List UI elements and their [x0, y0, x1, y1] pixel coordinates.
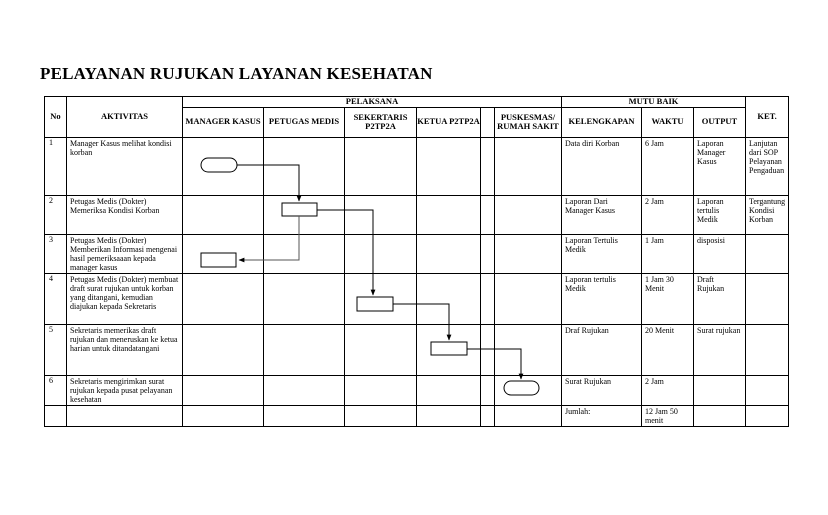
row-aktivitas: Petugas Medis (Dokter) Memeriksa Kondisi Korban [67, 195, 183, 234]
header-manager-kasus: MANAGER KASUS [183, 107, 264, 137]
row-output [694, 375, 746, 405]
row-output: disposisi [694, 234, 746, 273]
page-title: PELAYANAN RUJUKAN LAYANAN KESEHATAN [40, 64, 433, 83]
row-waktu: 2 Jam [642, 375, 694, 405]
table-row-total [45, 405, 789, 426]
row-kelengkapan: Laporan Tertulis Medik [562, 234, 642, 273]
row-kelengkapan: Laporan Dari Manager Kasus [562, 195, 642, 234]
row-aktivitas: Petugas Medis (Dokter) membuat draft surat rujukan untuk korban yang ditangani, kemudian diajukan kepada Sekretaris [67, 273, 183, 324]
row-no: 3 [45, 234, 67, 273]
row-aktivitas: Petugas Medis (Dokter) Memberikan Informasi mengenai hasil pemeriksaaan kepada manager kasus [67, 234, 183, 273]
row-ket [746, 234, 789, 273]
row-waktu: 1 Jam 30 Menit [642, 273, 694, 324]
row-aktivitas: Manager Kasus melihat kondisi korban [67, 137, 183, 195]
table-row [45, 375, 789, 405]
row-no: 4 [45, 273, 67, 324]
table-row [45, 137, 789, 195]
header-output: OUTPUT [694, 107, 746, 137]
header-pelaksana: PELAKSANA [183, 97, 562, 108]
header-puskesmas: PUSKESMAS/ RUMAH SAKIT [495, 107, 562, 137]
row-ket [746, 273, 789, 324]
row-kelengkapan: Draf Rujukan [562, 324, 642, 375]
row-output: Laporan Manager Kasus [694, 137, 746, 195]
row-waktu: 2 Jam [642, 195, 694, 234]
row-aktivitas [67, 405, 183, 426]
table-row [45, 195, 789, 234]
row-waktu: 20 Menit [642, 324, 694, 375]
row-output: Draft Rujukan [694, 273, 746, 324]
header-sekertaris: SEKERTARIS P2TP2A [345, 107, 417, 137]
row-ket [746, 405, 789, 426]
row-aktivitas: Sekretaris memerikas draft rujukan dan meneruskan ke ketua harian untuk ditandatangani [67, 324, 183, 375]
row-output: Laporan tertulis Medik [694, 195, 746, 234]
row-ket: Tergantung Kondisi Korban [746, 195, 789, 234]
header-ket: KET. [746, 97, 789, 138]
row-no: 5 [45, 324, 67, 375]
header-aktivitas: AKTIVITAS [67, 97, 183, 138]
table-row [45, 234, 789, 273]
header-kelengkapan: KELENGKAPAN [562, 107, 642, 137]
header-blank [481, 107, 495, 137]
table-row [45, 324, 789, 375]
row-aktivitas: Sekretaris mengirimkan surat rujukan kepada pusat pelayanan kesehatan [67, 375, 183, 405]
row-output: Surat rujukan [694, 324, 746, 375]
row-no: 2 [45, 195, 67, 234]
total-label: Jumlah: [562, 405, 642, 426]
header-ketua: KETUA P2TP2A [417, 107, 481, 137]
header-petugas-medis: PETUGAS MEDIS [264, 107, 345, 137]
sop-table [44, 96, 789, 427]
header-waktu: WAKTU [642, 107, 694, 137]
row-ket [746, 375, 789, 405]
row-kelengkapan: Laporan tertulis Medik [562, 273, 642, 324]
table-row [45, 273, 789, 324]
row-no: 6 [45, 375, 67, 405]
row-no: 1 [45, 137, 67, 195]
row-output [694, 405, 746, 426]
row-kelengkapan: Surat Rujukan [562, 375, 642, 405]
row-no [45, 405, 67, 426]
row-waktu: 6 Jam [642, 137, 694, 195]
row-kelengkapan: Data diri Korban [562, 137, 642, 195]
row-waktu: 1 Jam [642, 234, 694, 273]
total-waktu: 12 Jam 50 menit [642, 405, 694, 426]
row-ket: Lanjutan dari SOP Pelayanan Pengaduan [746, 137, 789, 195]
header-no: No [45, 97, 67, 138]
row-ket [746, 324, 789, 375]
header-mutu-baku: MUTU BAIK [562, 97, 746, 108]
